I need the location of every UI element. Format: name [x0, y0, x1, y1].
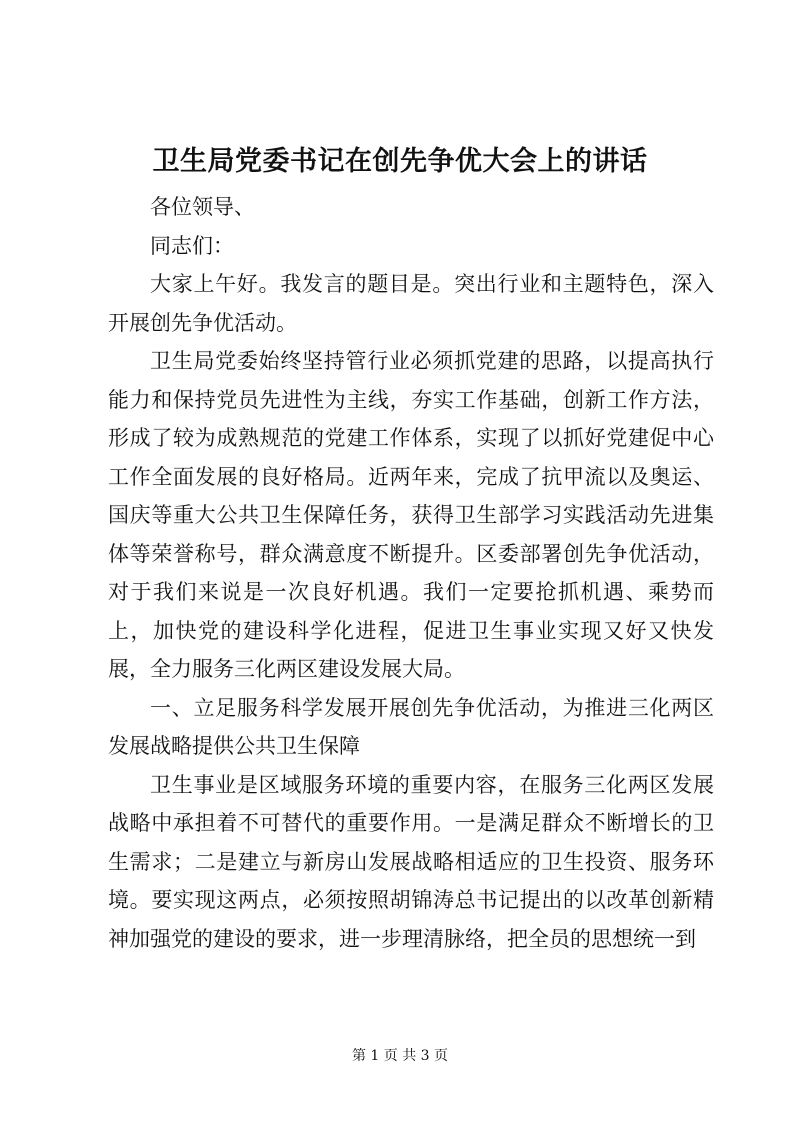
paragraph-greeting: 大家上午好。我发言的题目是。突出行业和主题特色，深入开展创先争优活动。	[108, 272, 714, 335]
salutation-leaders: 各位领导、	[150, 195, 255, 219]
salutation-comrades: 同志们：	[150, 233, 234, 258]
document-title: 卫生局党委书记在创先争优大会上的讲话	[152, 146, 648, 177]
page-number-footer: 第 1 页 共 3 页	[351, 1048, 449, 1064]
document-body	[108, 188, 714, 958]
paragraph-party-work: 卫生局党委始终坚持管行业必须抓党建的思路，以提高执行能力和保持党员先进性为主线，夯实工作基础，创新工作方法，形成了较为成熟规范的党建工作体系，实现了以抓好党建促中心工作全面发展的良好格局。近两年来，完成了抗甲流以及奥运、国庆等重大公共卫生保障任务，获得卫生部学习实践活动先进集体等荣誉称号，群众满意度不断提升。区委部署创先争优活动，对于我们来说是一次良好机遇。我们一定要抢抓机遇、乘势而上，加快党的建设科学化进程，促进卫生事业实现又好又快发展，全力服务三化两区建设发展大局。	[108, 349, 714, 681]
paragraph-health-service: 卫生事业是区域服务环境的重要内容，在服务三化两区发展战略中承担着不可替代的重要作用。一是满足群众不断增长的卫生需求；二是建立与新房山发展战略相适应的卫生投资、服务环境。要实现这两点，必须按照胡锦涛总书记提出的以改革创新精神加强党的建设的要求，进一步理清脉络，把全员的思想统一到	[108, 772, 714, 951]
section-heading-1: 一、立足服务科学发展开展创先争优活动，为推进三化两区发展战略提供公共卫生保障	[108, 695, 714, 758]
